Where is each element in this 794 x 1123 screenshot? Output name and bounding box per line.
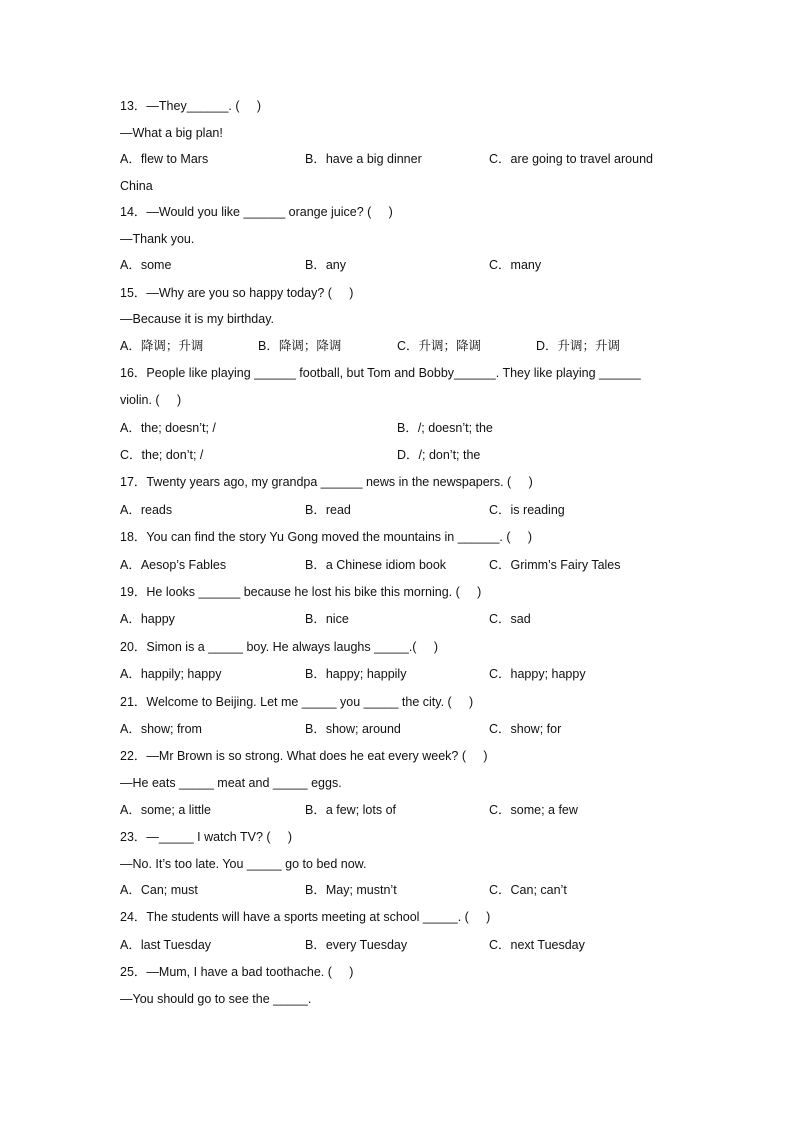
question-13-option-b: B．have a big dinner [305,152,422,166]
question-19-stem: 19．He looks ______ because he lost his bike this morning. ( ) [120,585,482,599]
question-23-stem: 23．—_____ I watch TV? ( ) [120,830,293,844]
question-21-option-b: B．show; around [305,722,401,736]
question-15-stem: 15．—Why are you so happy today? ( ) [120,286,354,300]
question-15-dialog: —Because it is my birthday. [120,312,274,326]
question-15-option-d: D．升调；升调 [536,339,621,353]
question-16-option-d: D．/; don’t; the [397,448,481,462]
question-15-option-a: A．降调；升调 [120,339,204,353]
question-24-option-c: C．next Tuesday [489,938,585,952]
question-13-option-c: C．are going to travel around [489,152,653,166]
question-18-option-b: B．a Chinese idiom book [305,558,447,572]
question-13-dialog: —What a big plan! [120,126,223,140]
question-18-stem: 18．You can find the story Yu Gong moved the mountains in ______. ( ) [120,530,533,544]
question-17-stem: 17．Twenty years ago, my grandpa ______ news in the newspapers. ( ) [120,475,533,489]
question-20-option-b: B．happy; happily [305,667,407,681]
question-18-option-a: A．Aesop’s Fables [120,558,227,572]
question-13-option-c-wrap: China [120,179,153,193]
question-21-option-a: A．show; from [120,722,202,736]
question-24-option-b: B．every Tuesday [305,938,408,952]
question-16-option-c: C．the; don’t; / [120,448,204,462]
question-23-option-b: B．May; mustn’t [305,883,397,897]
question-14-stem: 14．—Would you like ______ orange juice? ( ) [120,205,393,219]
question-25-dialog: —You should go to see the _____. [120,992,312,1006]
question-23-option-a: A．Can; must [120,883,198,897]
question-24-stem: 24．The students will have a sports meeting at school _____. ( ) [120,910,491,924]
question-17-option-b: B．read [305,503,351,517]
question-13-option-a: A．flew to Mars [120,152,209,166]
question-19-option-c: C．sad [489,612,531,626]
question-20-option-a: A．happily; happy [120,667,222,681]
question-16-option-a: A．the; doesn’t; / [120,421,216,435]
question-22-option-a: A．some; a little [120,803,212,817]
question-17-option-c: C．is reading [489,503,565,517]
question-15-option-c: C．升调；降调 [397,339,482,353]
question-16-stem-wrap: violin. ( ) [120,393,182,407]
question-14-dialog: —Thank you. [120,232,195,246]
question-22-dialog: —He eats _____ meat and _____ eggs. [120,776,342,790]
question-24-option-a: A．last Tuesday [120,938,212,952]
question-21-option-c: C．show; for [489,722,562,736]
question-22-option-c: C．some; a few [489,803,578,817]
question-19-option-b: B．nice [305,612,349,626]
question-17-option-a: A．reads [120,503,173,517]
question-25-stem: 25．—Mum, I have a bad toothache. ( ) [120,965,354,979]
question-22-option-b: B．a few; lots of [305,803,397,817]
question-16-option-b: B．/; doesn’t; the [397,421,493,435]
question-21-stem: 21．Welcome to Beijing. Let me _____ you _____ the city. ( ) [120,695,474,709]
question-15-option-b: B．降调；降调 [258,339,342,353]
question-16-stem: 16．People like playing ______ football, but Tom and Bobby______. They like playing ______ [120,366,641,380]
question-20-option-c: C．happy; happy [489,667,586,681]
question-14-option-b: B．any [305,258,346,272]
question-13-stem: 13．—They______. ( ) [120,99,262,113]
question-23-dialog: —No. It’s too late. You _____ go to bed now. [120,857,367,871]
question-14-option-c: C．many [489,258,542,272]
question-18-option-c: C．Grimm’s Fairy Tales [489,558,621,572]
question-23-option-c: C．Can; can’t [489,883,567,897]
question-19-option-a: A．happy [120,612,175,626]
question-14-option-a: A．some [120,258,172,272]
question-22-stem: 22．—Mr Brown is so strong. What does he eat every week? ( ) [120,749,488,763]
question-20-stem: 20．Simon is a _____ boy. He always laughs _____.( ) [120,640,438,654]
